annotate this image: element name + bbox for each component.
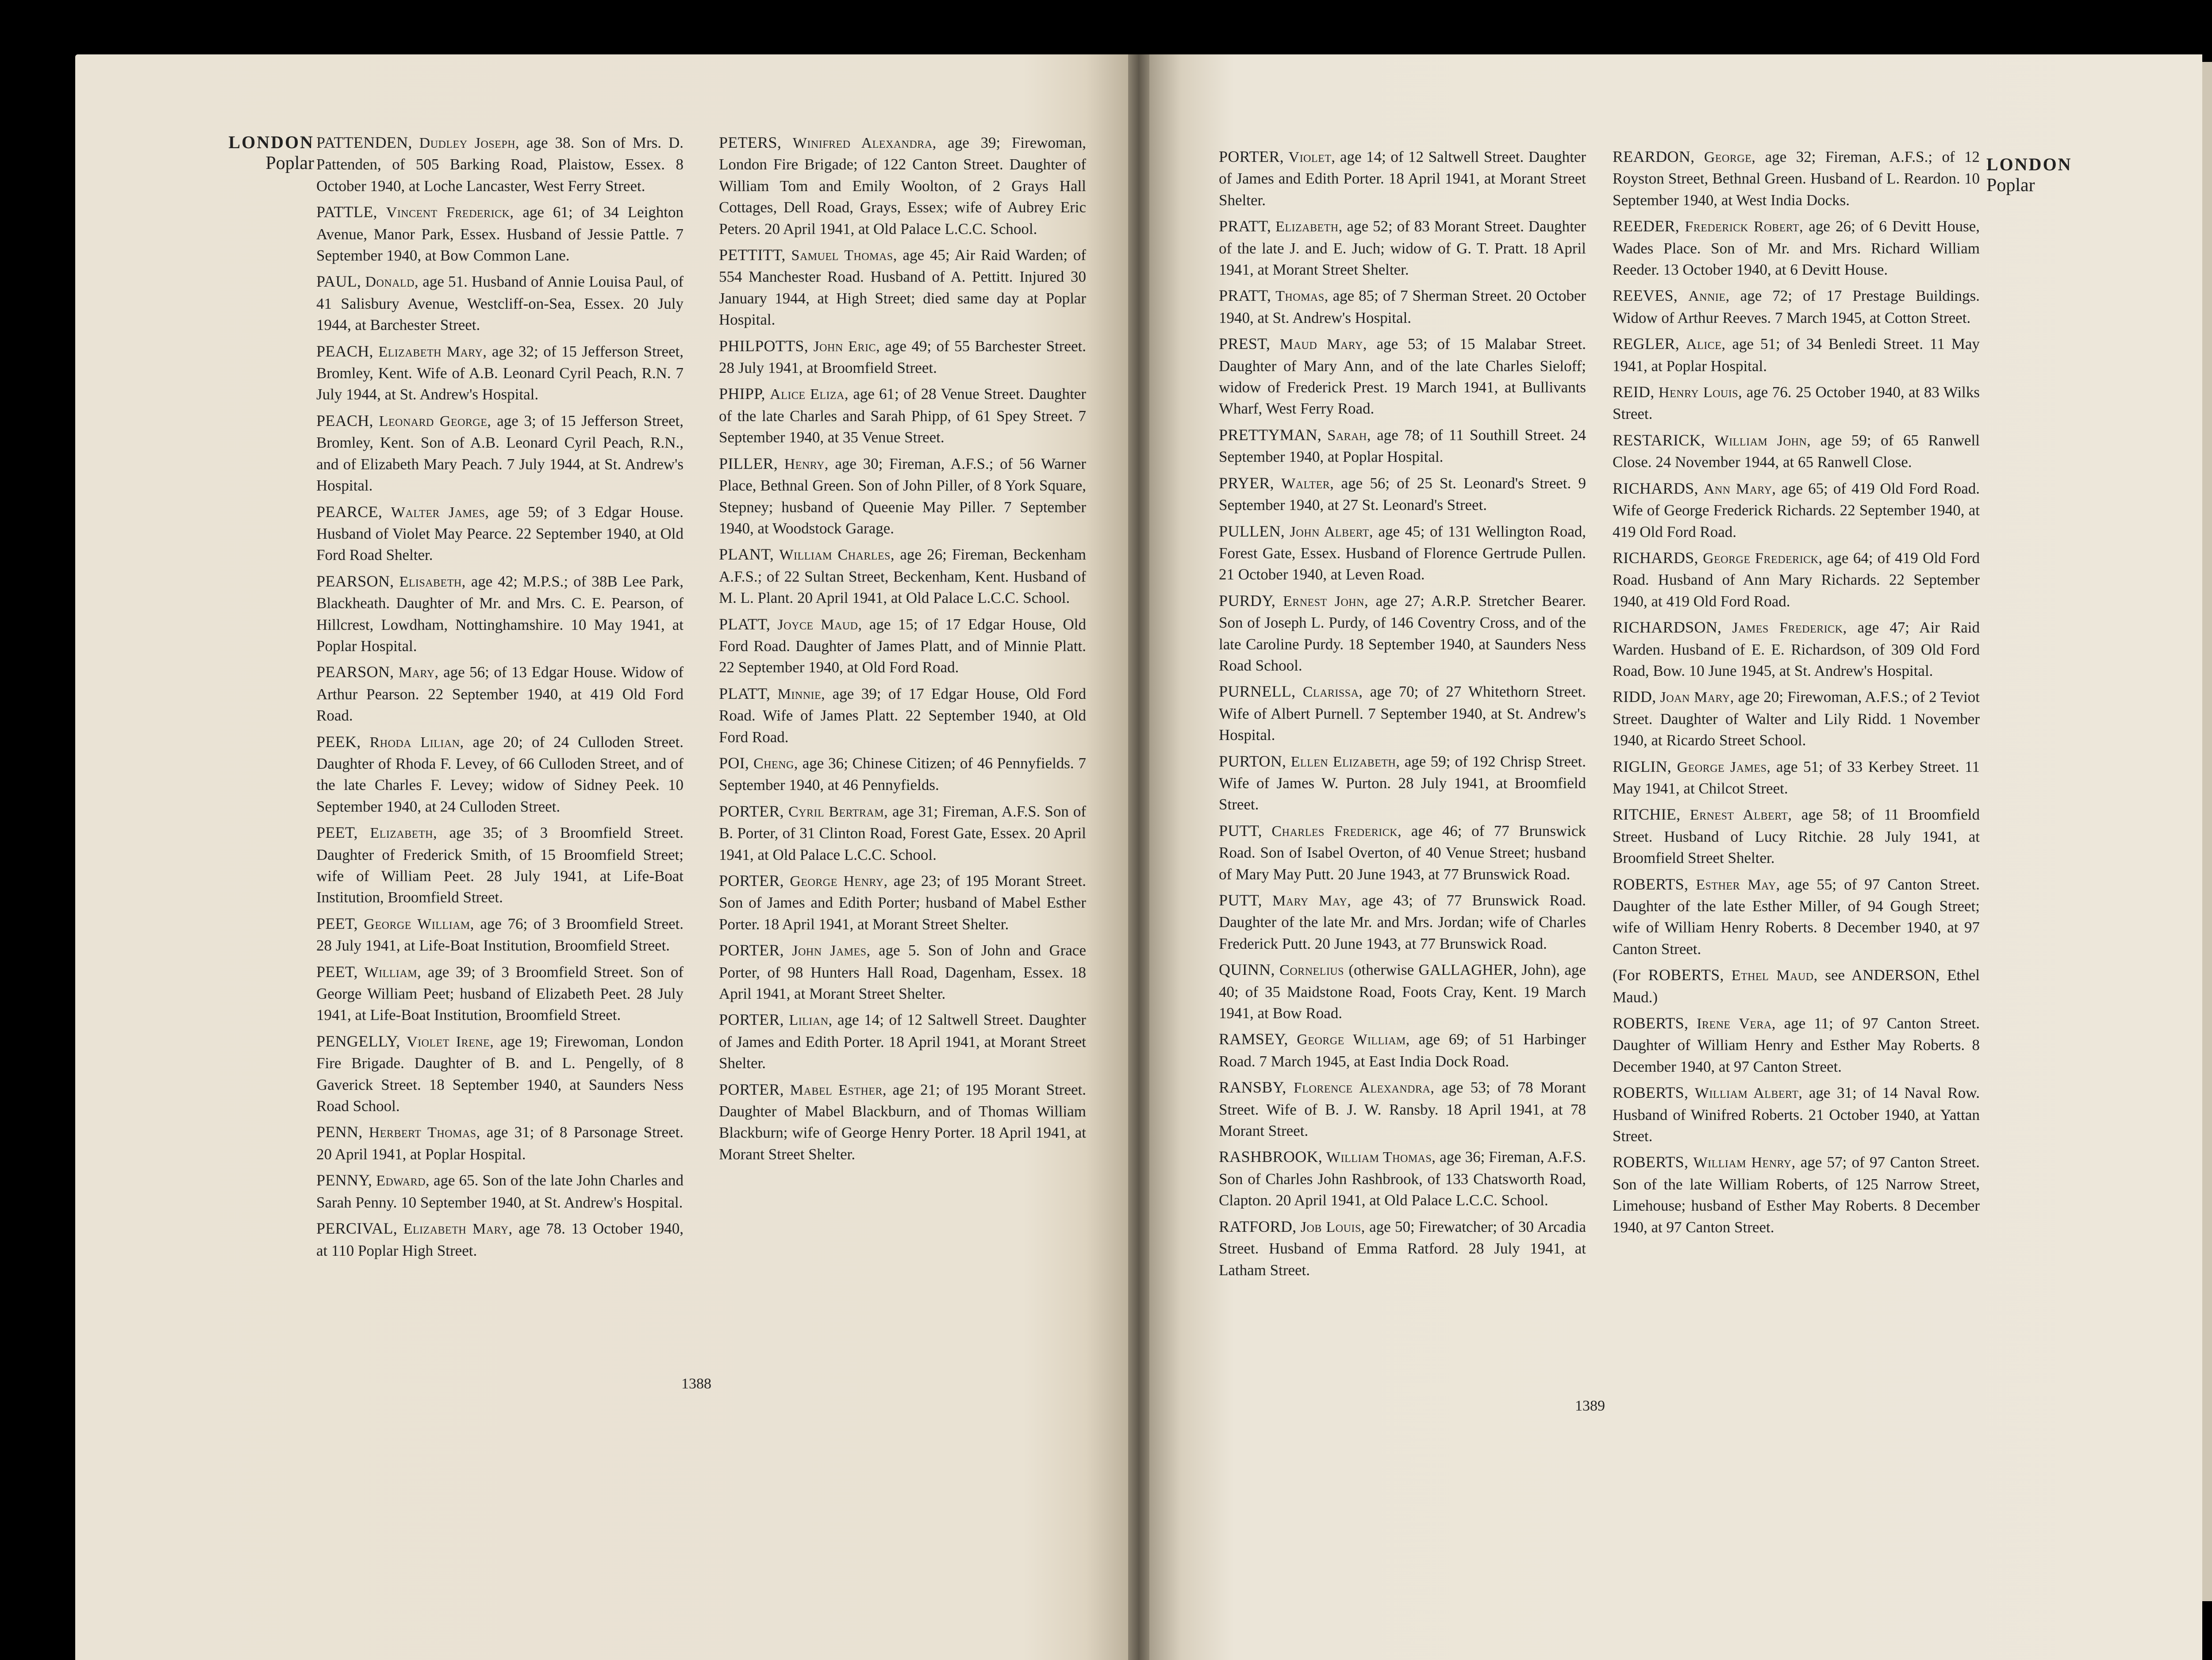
- casualty-entry: [316, 571, 684, 657]
- entry-details: age 36; Chinese Citizen; of 46 Pennyfields. 7 September 1940, at 46 Pennyfields.: [719, 754, 1087, 794]
- entry-given-names: Walter,: [1281, 475, 1334, 492]
- entry-surname: PEARSON,: [316, 663, 394, 681]
- left-page-column-2: [719, 132, 1086, 1169]
- casualty-entry: [1219, 424, 1586, 468]
- casualty-entry: [316, 961, 684, 1026]
- entry-surname: PENNY,: [316, 1171, 373, 1189]
- entry-surname: RICHARDSON,: [1613, 618, 1722, 636]
- entry-surname: PLANT,: [719, 545, 774, 564]
- entry-details: age 52; of 83 Morant Street. Daughter of the late J. and E. Juch; widow of G. T. Pratt. 18 April 1941, at Morant Street Shelter.: [1219, 218, 1586, 279]
- entry-details: age 85; of 7 Sherman Street. 20 October 1940, at St. Andrew's Hospital.: [1219, 287, 1586, 326]
- casualty-entry: [1219, 681, 1586, 746]
- casualty-entry: [1219, 472, 1586, 516]
- entry-given-names: Mabel Esther,: [790, 1081, 887, 1098]
- entry-surname: PORTER,: [719, 941, 784, 959]
- right-margin-region: LONDON: [1986, 154, 2072, 174]
- entry-surname: PETERS,: [719, 134, 782, 151]
- left-margin-region: LONDON: [228, 132, 314, 152]
- entry-given-names: Thomas,: [1275, 288, 1329, 305]
- casualty-entry: [1613, 1151, 1980, 1238]
- casualty-entry: [316, 1218, 684, 1261]
- entry-surname: PATTENDEN,: [316, 134, 412, 151]
- entry-surname: PORTER,: [719, 802, 784, 820]
- entry-surname: ROBERTS,: [1613, 1153, 1689, 1171]
- casualty-entry: [719, 801, 1086, 866]
- entry-given-names: William,: [364, 964, 422, 981]
- entry-details: age 36; Fireman, A.F.S. Son of Charles John Rashbrook, of 133 Chatsworth Road, Clapton. 20 April 1941, at Old Palace L.C.C. School.: [1219, 1148, 1586, 1209]
- entry-surname: RAMSEY,: [1219, 1030, 1288, 1048]
- entry-given-names: Herbert Thomas,: [369, 1124, 480, 1141]
- entry-given-names: Alice,: [1686, 336, 1726, 353]
- entry-surname: PEET,: [316, 962, 358, 981]
- right-page-column-1: [1219, 146, 1586, 1285]
- casualty-entry: [1219, 1028, 1586, 1072]
- casualty-entry: [1613, 215, 1980, 280]
- casualty-entry: [316, 1169, 684, 1213]
- entry-surname: PHILPOTTS,: [719, 337, 809, 355]
- entry-given-names: Job Louis,: [1300, 1219, 1365, 1235]
- entry-details: age 46; of 77 Brunswick Road. Son of Isabel Overton, of 40 Venue Street; husband of Mary May Putt. 20 June 1943, at 77 Brunswick Road.: [1219, 822, 1586, 883]
- entry-details: age 20; of 24 Culloden Street. Daughter of Rhoda F. Levey, of 66 Culloden Street, and of the late Charles F. Levey; widow of Sidney Peek. 10 September 1940, at 24 Culloden Street.: [316, 733, 684, 815]
- entry-surname: PEEK,: [316, 732, 361, 751]
- entry-details: age 39; of 3 Broomfield Street. Son of George William Peet; husband of Elizabeth Peet. 28 July 1941, at Life-Boat Institution, Broomfield Street.: [316, 963, 684, 1024]
- casualty-entry: [1219, 590, 1586, 677]
- entry-details: age 65. Son of the late John Charles and Sarah Penny. 10 September 1940, at St. Andrew's Hospital.: [316, 1172, 684, 1211]
- entry-surname: PAUL,: [316, 272, 361, 291]
- entry-given-names: Florence Alexandra,: [1293, 1080, 1435, 1096]
- casualty-entry: [316, 410, 684, 497]
- left-margin-heading: [208, 132, 314, 174]
- entry-surname: PREST,: [1219, 335, 1271, 353]
- entry-given-names: Ellen Elizabeth,: [1290, 753, 1400, 770]
- casualty-entry: [1613, 333, 1980, 377]
- entry-given-names: Ernest John,: [1283, 593, 1368, 610]
- entry-given-names: William Charles,: [779, 547, 895, 564]
- entry-given-names: Ethel Maud,: [1731, 967, 1818, 984]
- entry-details: age 23; of 195 Morant Street. Son of James and Edith Porter; husband of Mabel Esther Porter. 18 April 1941, at Morant Street Shelter.: [719, 872, 1087, 933]
- entry-details: age 39; Firewoman, London Fire Brigade; of 122 Canton Street. Daughter of William Tom and Emily Woolton, of 2 Grays Hall Cottages, Dell Road, Grays, Essex; wife of Aubrey Eric Peters. 20 April 1941, at Old Palace L.C.C. School.: [719, 134, 1087, 238]
- entry-details: age 59; of 65 Ranwell Close. 24 November 1944, at 65 Ranwell Close.: [1613, 431, 1980, 471]
- entry-given-names: Elisabeth,: [399, 573, 466, 590]
- casualty-entry: [1219, 215, 1586, 280]
- entry-given-names: Sarah,: [1327, 427, 1371, 444]
- entry-details: age 51; of 33 Kerbey Street. 11 May 1941, at Chilcot Street.: [1613, 758, 1980, 797]
- entry-details: age 20; Firewoman, A.F.S.; of 2 Teviot Street. Daughter of Walter and Lily Ridd. 1 November 1940, at Ricardo Street School.: [1613, 688, 1980, 749]
- entry-surname: PILLER,: [719, 454, 778, 472]
- entry-surname: PORTER,: [1219, 148, 1284, 165]
- entry-surname: PURDY,: [1219, 591, 1276, 610]
- entry-given-names: Walter James,: [391, 504, 489, 521]
- entry-given-names: Winifred Alexandra,: [792, 135, 937, 151]
- entry-surname: PERCIVAL,: [316, 1219, 398, 1238]
- right-page-column-2: [1613, 146, 1980, 1242]
- casualty-entry: [1613, 964, 1980, 1008]
- entry-surname: (For ROBERTS,: [1613, 966, 1724, 984]
- right-margin-district: Poplar: [1986, 175, 2035, 196]
- entry-surname: PEARSON,: [316, 572, 394, 590]
- entry-surname: PEACH,: [316, 342, 373, 360]
- entry-surname: PORTER,: [719, 1080, 784, 1098]
- entry-details: age 57; of 97 Canton Street. Son of the late William Roberts, of 125 Narrow Street, Limehouse; husband of Esther May Roberts. 8 December 1940, at 97 Canton Street.: [1613, 1154, 1980, 1236]
- entry-details: age 35; of 3 Broomfield Street. Daughter of Frederick Smith, of 15 Broomfield Street; wife of William Peet. 28 July 1941, at Life-Boat Institution, Broomfield Street.: [316, 824, 684, 906]
- entry-surname: RATFORD,: [1219, 1217, 1297, 1235]
- entry-given-names: Ann Mary,: [1703, 480, 1776, 497]
- entry-details: age 45; of 131 Wellington Road, Forest Gate, Essex. Husband of Florence Gertrude Pullen. 21 October 1940, at Leven Road.: [1219, 522, 1586, 583]
- casualty-entry: [1219, 146, 1586, 211]
- entry-given-names: Lilian,: [789, 1012, 833, 1029]
- entry-surname: PENGELLY,: [316, 1032, 400, 1050]
- entry-details: age 30; Fireman, A.F.S.; of 56 Warner Place, Bethnal Green. Son of John Piller, of 8 York Square, Stepney; husband of Queenie May Piller. 7 September 1940, at Woodstock Garage.: [719, 455, 1087, 537]
- entry-surname: PATTLE,: [316, 203, 377, 221]
- entry-details: age 53; of 78 Morant Street. Wife of B. J. W. Ransby. 18 April 1941, at 78 Morant Street.: [1219, 1079, 1586, 1140]
- casualty-entry: [719, 335, 1086, 379]
- entry-surname: RASHBROOK,: [1219, 1148, 1323, 1166]
- entry-details: age 55; of 97 Canton Street. Daughter of the late Esther Miller, of 94 Gough Street; wife of William Henry Roberts. 8 December 1940, at 97 Canton Street.: [1613, 875, 1980, 958]
- entry-surname: PUTT,: [1219, 891, 1262, 909]
- entry-surname: RESTARICK,: [1613, 431, 1705, 449]
- casualty-entry: [719, 939, 1086, 1004]
- entry-details: age 26; Fireman, Beckenham A.F.S.; of 22 Sultan Street, Beckenham, Kent. Husband of M. L. Plant. 20 April 1941, at Old Palace L.C.C. School.: [719, 546, 1087, 607]
- entry-surname: REEVES,: [1613, 287, 1678, 305]
- entry-given-names: George Henry,: [790, 873, 888, 889]
- casualty-entry: [316, 501, 684, 566]
- entry-given-names: William Albert,: [1694, 1085, 1803, 1102]
- entry-details: age 69; of 51 Harbinger Road. 7 March 1945, at East India Dock Road.: [1219, 1031, 1586, 1070]
- casualty-entry: [1219, 1146, 1586, 1211]
- casualty-entry: [1613, 756, 1980, 800]
- entry-given-names: Henry,: [784, 456, 829, 472]
- casualty-entry: [1613, 429, 1980, 473]
- casualty-entry: [1613, 1012, 1980, 1077]
- casualty-entry: [316, 341, 684, 406]
- entry-given-names: Esther May,: [1696, 876, 1780, 893]
- entry-given-names: Mary May,: [1272, 893, 1352, 909]
- entry-details: age 61; of 34 Leighton Avenue, Manor Park, Essex. Husband of Jessie Pattle. 7 September 1940, at Bow Common Lane.: [316, 203, 684, 265]
- casualty-entry: [719, 870, 1086, 935]
- casualty-entry: [1613, 617, 1980, 682]
- entry-surname: PURNELL,: [1219, 682, 1296, 701]
- casualty-entry: [316, 1121, 684, 1165]
- entry-given-names: Annie,: [1688, 288, 1730, 305]
- entry-given-names: Clarissa,: [1302, 684, 1363, 701]
- casualty-entry: [316, 1031, 684, 1117]
- entry-given-names: George James,: [1677, 759, 1771, 775]
- entry-surname: PETTITT,: [719, 246, 786, 264]
- entry-details: age 31; Fireman, A.F.S. Son of B. Porter, of 31 Clinton Road, Forest Gate, Essex. 20 April 1941, at Old Palace L.C.C. School.: [719, 802, 1087, 863]
- casualty-entry: [1219, 521, 1586, 586]
- entry-details: age 58; of 11 Broomfield Street. Husband of Lucy Ritchie. 28 July 1941, at Broomfield Street Shelter.: [1613, 806, 1980, 867]
- entry-given-names: Henry Louis,: [1659, 384, 1743, 401]
- entry-details: age 15; of 17 Edgar House, Old Ford Road. Daughter of James Platt, and of Minnie Platt. 22 September 1940, at Old Ford Road.: [719, 615, 1087, 676]
- entry-surname: PENN,: [316, 1123, 363, 1141]
- entry-given-names: Mary,: [398, 664, 439, 681]
- casualty-entry: [316, 913, 684, 957]
- entry-details: age 65; of 419 Old Ford Road. Wife of George Frederick Richards. 22 September 1940, at 419 Old Ford Road.: [1613, 479, 1980, 541]
- entry-details: age 51. Husband of Annie Louisa Paul, of 41 Salisbury Avenue, Westcliff-on-Sea, Essex. 20 July 1944, at Barchester Street.: [316, 273, 684, 334]
- casualty-entry: [719, 1009, 1086, 1074]
- entry-details: age 3; of 15 Jefferson Street, Bromley, Kent. Son of A.B. Leonard Cyril Peach, R.N., and of Elizabeth Mary Peach. 7 July 1944, at St. Andrew's Hospital.: [316, 412, 684, 495]
- entry-given-names: Cheng,: [753, 755, 798, 772]
- casualty-entry: [1219, 889, 1586, 955]
- entry-surname: PLATT,: [719, 615, 771, 633]
- entry-surname: REID,: [1613, 383, 1655, 401]
- entry-given-names: George Frederick,: [1703, 550, 1823, 567]
- entry-details: age 43; of 77 Brunswick Road. Daughter of the late Mr. and Mrs. Jordan; wife of Charles Frederick Putt. 20 June 1943, at 77 Brunswick Road.: [1219, 892, 1586, 952]
- casualty-entry: [1219, 1077, 1586, 1142]
- entry-details: age 21; of 195 Morant Street. Daughter of Mabel Blackburn, and of Thomas William Blackburn; wife of George Henry Porter. 18 April 1941, at Morant Street Shelter.: [719, 1081, 1087, 1163]
- casualty-entry: [719, 132, 1086, 240]
- casualty-entry: [1219, 820, 1586, 885]
- entry-details: see ANDERSON, Ethel Maud.): [1613, 966, 1980, 1006]
- entry-surname: PUTT,: [1219, 821, 1262, 840]
- entry-surname: PORTER,: [719, 872, 784, 889]
- entry-surname: ROBERTS,: [1613, 1014, 1689, 1032]
- entry-given-names: Elizabeth Mary,: [403, 1221, 513, 1238]
- entry-given-names: Ernest Albert,: [1690, 807, 1792, 824]
- entry-details: age 76; of 3 Broomfield Street. 28 July 1941, at Life-Boat Institution, Broomfield Street.: [316, 915, 684, 955]
- entry-surname: RANSBY,: [1219, 1078, 1286, 1096]
- entry-given-names: Edward,: [376, 1173, 430, 1189]
- entry-given-names: Elizabeth Mary,: [378, 343, 487, 360]
- entry-surname: ROBERTS,: [1613, 1084, 1689, 1102]
- entry-given-names: Elizabeth,: [1275, 219, 1343, 235]
- casualty-entry: [719, 1079, 1086, 1165]
- entry-surname: PEARCE,: [316, 502, 383, 521]
- entry-given-names: Cornelius: [1279, 962, 1344, 979]
- casualty-entry: [316, 661, 684, 726]
- entry-details: age 72; of 17 Prestage Buildings. Widow of Arthur Reeves. 7 March 1945, at Cotton Street.: [1613, 287, 1980, 326]
- entry-given-names: Vincent Frederick,: [386, 204, 514, 221]
- casualty-entry: [316, 731, 684, 818]
- entry-given-names: Rhoda Lilian,: [369, 734, 464, 751]
- entry-details: age 32; Fireman, A.F.S.; of 12 Royston Street, Bethnal Green. Husband of L. Reardon. 10 September 1940, at West India Docks.: [1613, 148, 1980, 209]
- entry-given-names: Violet,: [1288, 149, 1336, 165]
- entry-given-names: Joyce Maud,: [777, 616, 862, 633]
- entry-details: age 59; of 3 Edgar House. Husband of Violet May Pearce. 22 September 1940, at Old Ford Road Shelter.: [316, 503, 684, 564]
- casualty-entry: [316, 132, 684, 197]
- entry-surname: PLATT,: [719, 684, 771, 702]
- entry-details: age 56; of 13 Edgar House. Widow of Arthur Pearson. 22 September 1940, at 419 Old Ford Road.: [316, 663, 684, 725]
- entry-given-names: Samuel Thomas,: [791, 247, 897, 264]
- entry-details: age 31; of 8 Parsonage Street. 20 April 1941, at Poplar Hospital.: [316, 1123, 684, 1163]
- entry-given-names: Irene Vera,: [1697, 1016, 1776, 1032]
- entry-given-names: Leonard George,: [379, 413, 492, 429]
- entry-details: age 53; of 15 Malabar Street. Daughter of Mary Ann, and of the late Charles Sieloff; widow of Frederick Prest. 19 March 1941, at Bullivants Wharf, West Ferry Road.: [1219, 335, 1586, 418]
- entry-surname: PRATT,: [1219, 287, 1271, 305]
- entry-details: age 61; of 28 Venue Street. Daughter of the late Charles and Sarah Phipp, of 61 Spey Street. 7 September 1940, at 35 Venue Street.: [719, 385, 1086, 446]
- entry-details: age 76. 25 October 1940, at 83 Wilks Street.: [1613, 383, 1980, 423]
- entry-given-names: John Albert,: [1290, 523, 1373, 540]
- casualty-entry: [1613, 381, 1980, 425]
- entry-details: age 14; of 12 Saltwell Street. Daughter of James and Edith Porter. 18 April 1941, at Morant Street Shelter.: [719, 1011, 1087, 1072]
- entry-given-names: William Henry,: [1693, 1154, 1796, 1171]
- casualty-entry: [1613, 285, 1980, 329]
- entry-details: age 14; of 12 Saltwell Street. Daughter of James and Edith Porter. 18 April 1941, at Morant Street Shelter.: [1219, 148, 1586, 209]
- entry-given-names: Violet Irene,: [407, 1033, 494, 1050]
- entry-details: age 78. 13 October 1940, at 110 Poplar High Street.: [316, 1220, 684, 1259]
- casualty-entry: [1613, 686, 1980, 751]
- casualty-entry: [1613, 1082, 1980, 1147]
- entry-given-names: George,: [1704, 149, 1756, 165]
- casualty-entry: [1613, 478, 1980, 543]
- entry-details: age 39; of 17 Edgar House, Old Ford Road. Wife of James Platt. 22 September 1940, at Old Ford Road.: [719, 685, 1086, 746]
- left-margin-district: Poplar: [265, 153, 314, 173]
- entry-surname: ROBERTS,: [1613, 875, 1689, 893]
- casualty-entry: [719, 383, 1086, 448]
- entry-given-names: Alice Eliza,: [770, 386, 849, 403]
- casualty-entry: [1219, 1216, 1586, 1281]
- entry-given-names: William John,: [1714, 432, 1811, 449]
- entry-details: age 38. Son of Mrs. D. Pattenden, of 505 Barking Road, Plaistow, Essex. 8 October 1940, at Loche Lancaster, West Ferry Street.: [316, 134, 684, 195]
- entry-details: age 51; of 34 Benledi Street. 11 May 1941, at Poplar Hospital.: [1613, 335, 1980, 375]
- casualty-entry: [1219, 751, 1586, 816]
- casualty-entry: [1613, 874, 1980, 960]
- casualty-entry: [719, 244, 1086, 331]
- casualty-entry: [316, 201, 684, 266]
- casualty-entry: [1613, 804, 1980, 869]
- entry-given-names: Cyril Bertram,: [788, 803, 888, 820]
- left-page-number: 1388: [681, 1376, 711, 1392]
- entry-details: age 78; of 11 Southill Street. 24 September 1940, at Poplar Hospital.: [1219, 426, 1586, 466]
- entry-details: age 31; of 14 Naval Row. Husband of Winifred Roberts. 21 October 1940, at Yattan Street.: [1613, 1084, 1980, 1145]
- entry-surname: PHIPP,: [719, 385, 765, 403]
- entry-details: age 50; Firewatcher; of 30 Arcadia Street. Husband of Emma Ratford. 28 July 1941, at Latham Street.: [1219, 1218, 1586, 1279]
- entry-details: (otherwise GALLAGHER, John), age 40; of 35 Maidstone Road, Foots Cray, Kent. 19 March 1941, at Bow Road.: [1219, 961, 1586, 1022]
- casualty-entry: [719, 683, 1086, 748]
- entry-surname: REEDER,: [1613, 217, 1680, 235]
- casualty-entry: [719, 613, 1086, 679]
- entry-surname: RIDD,: [1613, 688, 1656, 706]
- entry-details: age 45; Air Raid Warden; of 554 Manchester Road. Husband of A. Pettitt. Injured 30 January 1944, at High Street; died same day at Poplar Hospital.: [719, 246, 1087, 329]
- entry-given-names: Donald,: [365, 274, 419, 291]
- entry-details: age 49; of 55 Barchester Street. 28 July 1941, at Broomfield Street.: [719, 337, 1086, 377]
- entry-details: age 26; of 6 Devitt House, Wades Place. Son of Mr. and Mrs. Richard William Reeder. 13 October 1940, at 6 Devitt House.: [1613, 218, 1980, 279]
- entry-details: age 19; Firewoman, London Fire Brigade. Daughter of B. and L. Pengelly, of 8 Gaverick Street. 18 September 1940, at Saunders Ness Road School.: [316, 1032, 684, 1115]
- casualty-entry: [1219, 959, 1586, 1024]
- casualty-entry: [719, 453, 1086, 540]
- entry-surname: RITCHIE,: [1613, 805, 1681, 824]
- casualty-entry: [1613, 146, 1980, 211]
- entry-given-names: Maud Mary,: [1279, 336, 1367, 353]
- entry-details: age 47; Air Raid Warden. Husband of E. E. Richardson, of 309 Old Ford Road, Bow. 10 June 1945, at St. Andrew's Hospital.: [1613, 619, 1980, 679]
- entry-given-names: John Eric,: [813, 338, 880, 355]
- entry-surname: PURTON,: [1219, 752, 1286, 770]
- entry-given-names: Elizabeth,: [370, 825, 437, 842]
- entry-given-names: George William,: [364, 916, 474, 932]
- entry-details: age 11; of 97 Canton Street. Daughter of William Henry and Esther May Roberts. 8 December 1940, at 97 Canton Street.: [1613, 1015, 1980, 1075]
- entry-surname: QUINN,: [1219, 961, 1275, 979]
- book-spine: [1128, 54, 1149, 1660]
- casualty-entry: [1613, 547, 1980, 612]
- entry-given-names: Minnie,: [777, 686, 826, 702]
- entry-given-names: George William,: [1297, 1031, 1410, 1048]
- entry-given-names: Frederick Robert,: [1685, 219, 1804, 235]
- right-margin-heading: [1986, 154, 2093, 196]
- entry-surname: PEACH,: [316, 411, 373, 429]
- entry-surname: PORTER,: [719, 1011, 784, 1029]
- casualty-entry: [1219, 333, 1586, 420]
- entry-surname: RICHARDS,: [1613, 479, 1698, 497]
- entry-surname: RICHARDS,: [1613, 548, 1698, 567]
- entry-surname: REGLER,: [1613, 335, 1680, 353]
- entry-details: age 27; A.R.P. Stretcher Bearer. Son of Joseph L. Purdy, of 146 Coventry Cross, and of the late Caroline Purdy. 18 September 1940, at Saunders Ness Road School.: [1219, 592, 1586, 674]
- entry-surname: REARDON,: [1613, 148, 1695, 165]
- entry-details: age 64; of 419 Old Ford Road. Husband of Ann Mary Richards. 22 September 1940, at 419 Old Ford Road.: [1613, 549, 1980, 610]
- entry-surname: RIGLIN,: [1613, 757, 1672, 775]
- entry-details: age 56; of 25 St. Leonard's Street. 9 September 1940, at 27 St. Leonard's Street.: [1219, 474, 1586, 514]
- entry-given-names: John James,: [792, 943, 871, 959]
- entry-details: age 5. Son of John and Grace Porter, of 98 Hunters Hall Road, Dagenham, Essex. 18 April 1941, at Morant Street Shelter.: [719, 942, 1086, 1003]
- entry-details: age 59; of 192 Chrisp Street. Wife of James W. Purton. 28 July 1941, at Broomfield Street.: [1219, 752, 1586, 813]
- entry-details: age 42; M.P.S.; of 38B Lee Park, Blackheath. Daughter of Mr. and Mrs. C. E. Pearson, of Hillcrest, Lowdham, Nottinghamshire. 10 May 1941, at Poplar Hospital.: [316, 572, 684, 655]
- casualty-entry: [1219, 285, 1586, 329]
- entry-surname: PULLEN,: [1219, 522, 1285, 540]
- entry-given-names: James Frederick,: [1732, 620, 1847, 636]
- entry-given-names: Dudley Joseph,: [419, 135, 520, 151]
- left-page-column-1: [316, 132, 684, 1266]
- casualty-entry: [316, 822, 684, 909]
- entry-given-names: Joan Mary,: [1660, 689, 1734, 706]
- casualty-entry: [719, 544, 1086, 609]
- page-edge: [2202, 62, 2212, 1601]
- entry-surname: PEET,: [316, 914, 358, 932]
- entry-details: age 70; of 27 Whitethorn Street. Wife of Albert Purnell. 7 September 1940, at St. Andrew's Hospital.: [1219, 683, 1586, 744]
- entry-given-names: William Thomas,: [1326, 1149, 1436, 1166]
- casualty-entry: [316, 271, 684, 336]
- entry-surname: PEET,: [316, 824, 358, 842]
- right-page-number: 1389: [1575, 1398, 1605, 1414]
- entry-surname: PRETTYMAN,: [1219, 426, 1322, 444]
- entry-surname: POI,: [719, 754, 749, 772]
- casualty-entry: [719, 752, 1086, 796]
- entry-surname: PRYER,: [1219, 474, 1274, 492]
- entry-surname: PRATT,: [1219, 217, 1271, 235]
- entry-details: age 32; of 15 Jefferson Street, Bromley, Kent. Wife of A.B. Leonard Cyril Peach, R.N. 7 July 1944, at St. Andrew's Hospital.: [316, 342, 684, 403]
- entry-given-names: Charles Frederick,: [1271, 823, 1402, 840]
